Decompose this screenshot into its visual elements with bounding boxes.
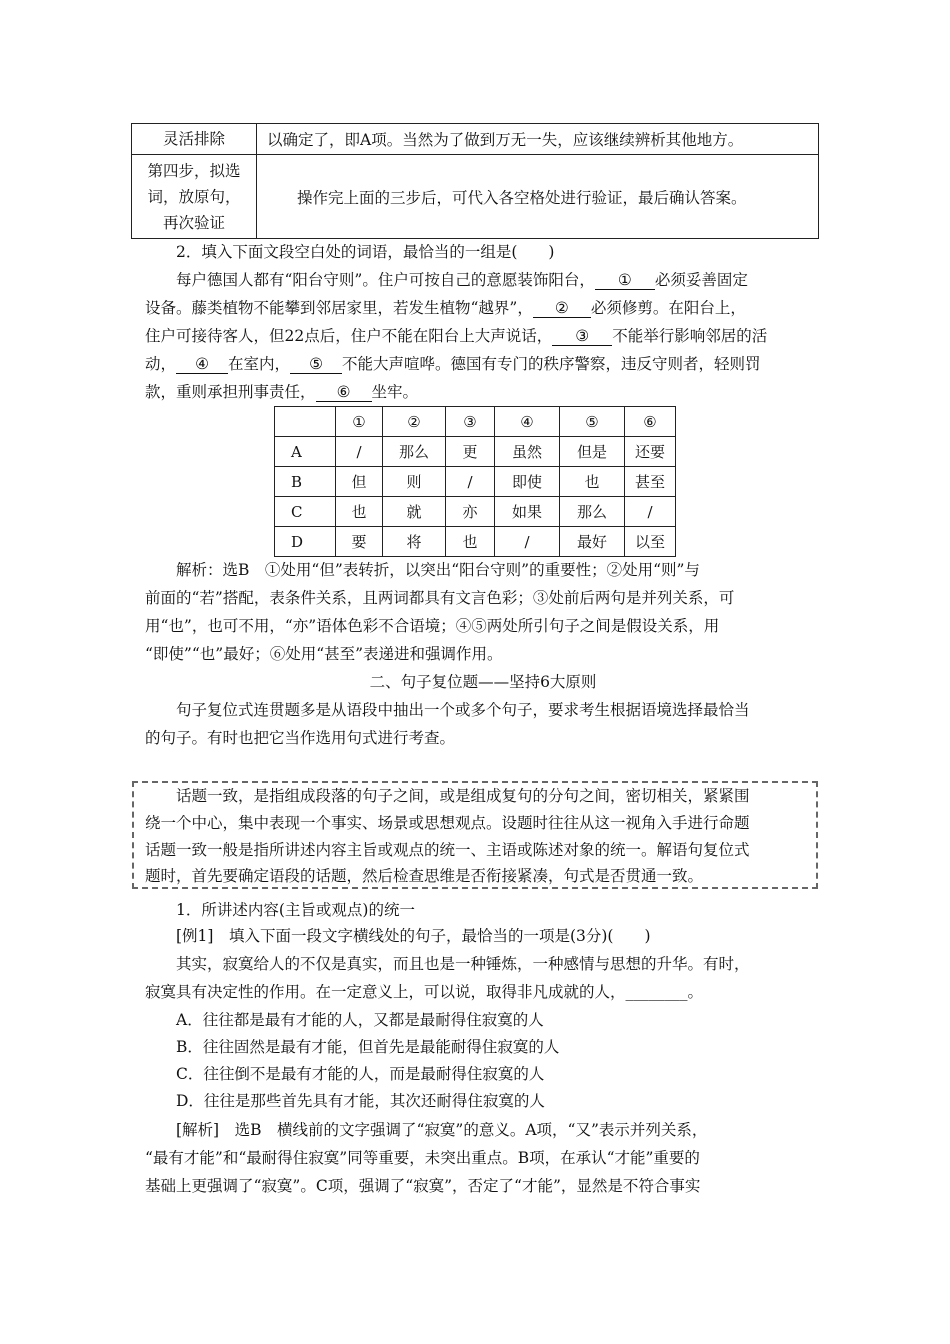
header-cell (275, 407, 336, 437)
passage-line: 设备。藤类植物不能攀到邻居家里，若发生植物“越界”， ② 必须修剪。在阳台上， (145, 299, 746, 317)
analysis-line: “即使”“也”最好；⑥处用“甚至”表递进和强调作用。 (145, 645, 503, 663)
example-analysis: [解析] 选B 横线前的文字强调了“寂寞”的意义。A项，“又”表示并列关系， (176, 1121, 708, 1139)
table-cell: 那么 (560, 497, 625, 527)
table-cell: 但 (336, 467, 383, 497)
example-text: 其实，寂寞给人的不仅是真实，而且也是一种锤炼，一种感情与思想的升华。有时， (176, 955, 750, 973)
tip-line: 题时，首先要确定语段的话题，然后检查思维是否衔接紧凑，句式是否贯通一致。 (145, 867, 704, 885)
table-cell: 就 (383, 497, 446, 527)
table-cell: 则 (383, 467, 446, 497)
header-cell: ④ (495, 407, 560, 437)
method-step-label: 第四步，拟选 词，放原句， 再次验证 (132, 155, 257, 239)
question-title: 2．填入下面文段空白处的词语，最恰当的一组是( ) (176, 243, 555, 261)
header-cell: ③ (446, 407, 495, 437)
table-row (275, 467, 676, 497)
blank-6: ⑥ (316, 384, 372, 402)
example-option-b: B．往往固然是最有才能，但首先是最能耐得住寂寞的人 (176, 1038, 560, 1056)
option-label: A (275, 437, 336, 467)
table-cell: / (625, 497, 676, 527)
method-step-content: 操作完上面的三步后，可代入各空格处进行验证，最后确认答案。 (257, 155, 819, 239)
intro-line: 句子复位式连贯题多是从语段中抽出一个或多个句子，要求考生根据语境选择最恰当 (176, 701, 750, 719)
method-step-content: 以确定了，即A项。当然为了做到万无一失，应该继续辨析其他地方。 (257, 124, 819, 155)
analysis-line: 前面的“若”搭配，表条件关系，且两词都具有文言色彩；③处前后两句是并列关系，可 (145, 589, 735, 607)
passage-line: 住户可接待客人，但22点后，住户不能在阳台上大声说话， ③ 不能举行影响邻居的活 (145, 327, 768, 345)
table-row (275, 527, 676, 557)
header-cell: ⑤ (560, 407, 625, 437)
table-row (275, 497, 676, 527)
table-cell: / (446, 467, 495, 497)
passage-line: 每户德国人都有“阳台守则”。住户可按自己的意愿装饰阳台， ① 必须妥善固定 (176, 271, 748, 289)
passage-line: 款，重则承担刑事责任， ⑥ 坐牢。 (145, 383, 419, 401)
example-analysis: 基础上更强调了“寂寞”。C项，强调了“寂寞”，否定了“才能”，显然是不符合事实 (145, 1177, 701, 1195)
example-option-c: C．往往倒不是最有才能的人，而是最耐得住寂寞的人 (176, 1065, 545, 1083)
table-cell: 还要 (625, 437, 676, 467)
example-text: 寂寞具有决定性的作用。在一定意义上，可以说，取得非凡成就的人，________。 (145, 983, 704, 1001)
blank-2: ② (533, 300, 591, 318)
example-title: [例1] 填入下面一段文字横线处的句子，最恰当的一项是(3分)( ) (176, 927, 651, 945)
option-label: B (275, 467, 336, 497)
table-cell: 也 (446, 527, 495, 557)
table-cell: 要 (336, 527, 383, 557)
option-label: D (275, 527, 336, 557)
table-cell: 那么 (383, 437, 446, 467)
analysis-line: 解析：选B ①处用“但”表转折，以突出“阳台守则”的重要性；②处用“则”与 (176, 561, 700, 579)
method-table (131, 123, 819, 239)
table-cell: 更 (446, 437, 495, 467)
blank-5: ⑤ (290, 356, 342, 374)
table-cell: 最好 (560, 527, 625, 557)
passage-line: 动， ④ 在室内， ⑤ 不能大声喧哗。德国有专门的秩序警察，违反守则者，轻则罚 (145, 355, 761, 373)
table-cell: 亦 (446, 497, 495, 527)
table-cell: 但是 (560, 437, 625, 467)
section-title: 二、句子复位题——坚持6大原则 (369, 673, 597, 691)
table-cell: 也 (336, 497, 383, 527)
table-cell: / (495, 527, 560, 557)
example-option-d: D．往往是那些首先具有才能，其次还耐得住寂寞的人 (176, 1092, 545, 1110)
example-analysis: “最有才能”和“最耐得住寂寞”同等重要，未突出重点。B项，在承认“才能”重要的 (145, 1149, 700, 1167)
example-option-a: A．往往都是最有才能的人，又都是最耐得住寂寞的人 (176, 1011, 544, 1029)
blank-1: ① (595, 272, 655, 290)
header-cell: ⑥ (625, 407, 676, 437)
tip-line: 话题一致，是指组成段落的句子之间，或是组成复句的分句之间，密切相关，紧紧围 (176, 787, 750, 805)
blank-3: ③ (552, 328, 612, 346)
options-header-row (275, 407, 676, 437)
subheading: 1．所讲述内容(主旨或观点)的统一 (176, 901, 415, 919)
intro-line: 的句子。有时也把它当作选用句式进行考查。 (145, 729, 456, 747)
table-cell: 以至 (625, 527, 676, 557)
options-table (274, 406, 676, 557)
blank-4: ④ (176, 356, 228, 374)
method-step-label: 灵活排除 (132, 124, 257, 155)
table-cell: 如果 (495, 497, 560, 527)
tip-line: 绕一个中心，集中表现一个事实、场景或思想观点。设题时往往从这一视角入手进行命题 (145, 814, 750, 832)
header-cell: ① (336, 407, 383, 437)
analysis-line: 用“也”，也可不用，“亦”语体色彩不合语境；④⑤两处所引句子之间是假设关系，用 (145, 617, 720, 635)
tip-line: 话题一致一般是指所讲述内容主旨或观点的统一、主语或陈述对象的统一。解语句复位式 (145, 841, 750, 859)
table-cell: 也 (560, 467, 625, 497)
table-row (275, 437, 676, 467)
table-cell: 虽然 (495, 437, 560, 467)
table-cell: 将 (383, 527, 446, 557)
table-cell: 即使 (495, 467, 560, 497)
table-cell: / (336, 437, 383, 467)
table-cell: 甚至 (625, 467, 676, 497)
option-label: C (275, 497, 336, 527)
header-cell: ② (383, 407, 446, 437)
